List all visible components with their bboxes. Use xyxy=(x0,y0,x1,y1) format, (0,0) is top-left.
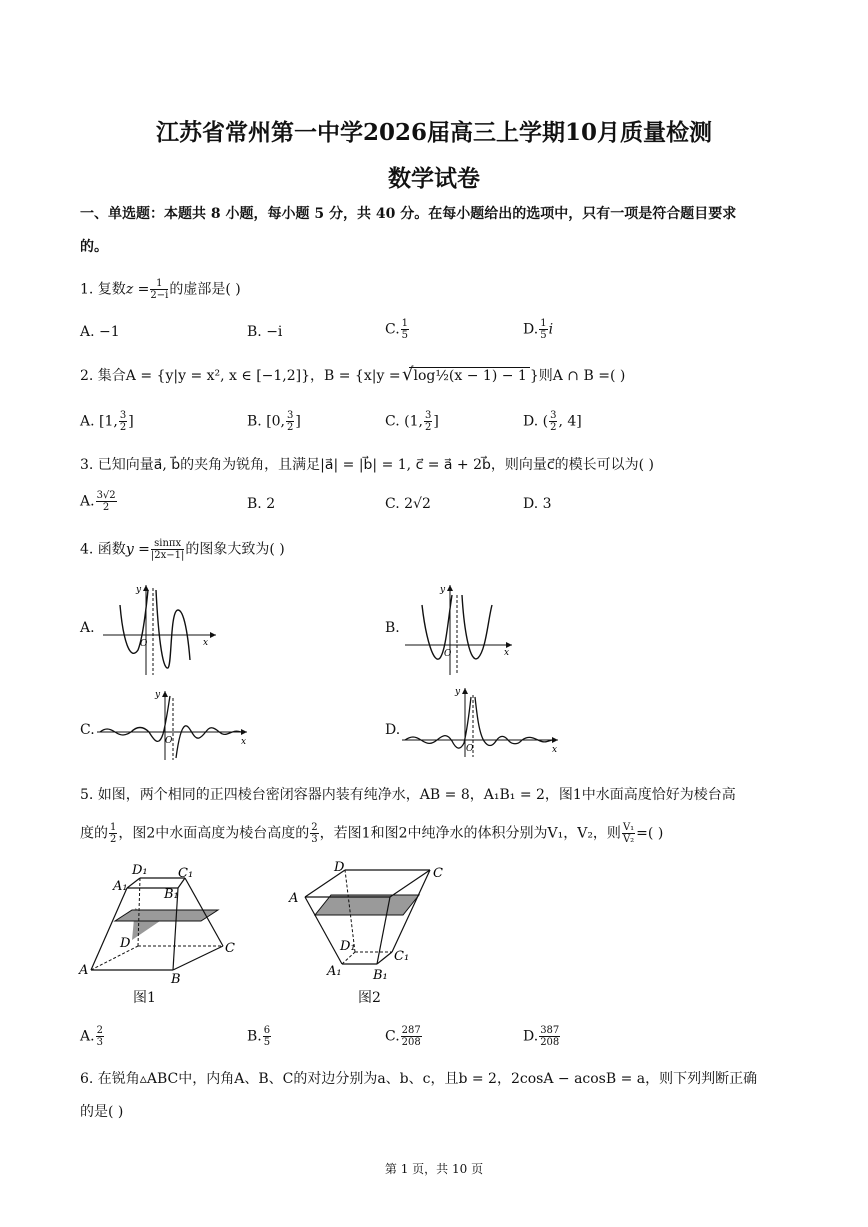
q3-option-a: A. $\frac{3√2}{2}$ xyxy=(80,490,116,513)
q4-option-b: B. xyxy=(385,620,400,636)
q5-option-d: D. $\frac{387}{208}$ xyxy=(523,1025,560,1048)
question-6-stem: 6. 在锐角▵ABC中，内角A、B、C的对边分别为a、b、c，且b = 2，2cosA − acosB = a，则下列判断正确 xyxy=(80,1071,758,1087)
q3-option-d: D. 3 xyxy=(523,496,552,512)
q5-option-b: B. $\frac{6}{5}$ xyxy=(247,1025,271,1048)
svg-text:y: y xyxy=(455,687,461,697)
question-1-stem: 1. 复数z = $\frac{1}{2-i}$ 的虚部是( ) xyxy=(80,278,241,301)
section-heading-cont: 的。 xyxy=(80,239,108,255)
question-3-stem: 3. 已知向量a⃗, b⃗的夹角为锐角，且满足|a⃗| = |b⃗| = 1, c⃗ = a⃗ + 2b⃗，则向量c⃗的模长可以为( ) xyxy=(80,457,654,473)
question-2-stem: 2. 集合A = {y|y = x², x ∈ [−1,2]}，B = {x|y = √log½(x − 1) − 1 }则A ∩ B =( ) xyxy=(80,364,626,385)
svg-text:A₁: A₁ xyxy=(327,964,342,979)
q2-option-d: D. ( $\frac{3}{2}$ , 4] xyxy=(523,410,582,433)
q3-option-b: B. 2 xyxy=(247,496,276,512)
q4-graph-a xyxy=(98,580,223,680)
q4-graph-d xyxy=(400,685,565,760)
exam-subtitle: 数学试卷 xyxy=(388,165,480,192)
svg-text:B: B xyxy=(171,972,181,987)
exam-title: 江苏省常州第一中学2026届高三上学期10月质量检测 xyxy=(155,119,713,146)
fraction: $\frac{1}{2-i}$ xyxy=(150,278,169,301)
q1-option-d: D. $\frac{1}{5}$ i xyxy=(523,318,554,341)
svg-text:y: y xyxy=(136,585,142,595)
q5-option-a: A. $\frac{2}{3}$ xyxy=(80,1025,103,1048)
svg-text:A₁: A₁ xyxy=(113,879,128,894)
svg-text:x: x xyxy=(203,638,209,648)
svg-text:x: x xyxy=(552,745,558,755)
svg-text:O: O xyxy=(466,744,474,754)
svg-text:O: O xyxy=(165,736,173,746)
svg-text:C₁: C₁ xyxy=(178,866,194,881)
question-5-stem: 5. 如图，两个相同的正四棱台密闭容器内装有纯净水，AB = 8，A₁B₁ = 2，图1中水面高度恰好为棱台高 xyxy=(80,787,736,803)
q1-option-a: A. −1 xyxy=(80,324,120,340)
q1-option-b: B. −i xyxy=(247,324,283,340)
svg-text:D₁: D₁ xyxy=(132,863,148,878)
svg-text:x: x xyxy=(504,648,510,658)
q2-option-c: C. (1, $\frac{3}{2}$ ] xyxy=(385,410,439,433)
q1-option-c: C. $\frac{1}{5}$ xyxy=(385,318,409,341)
figure-1-caption: 图1 xyxy=(133,990,156,1006)
q4-option-d: D. xyxy=(385,722,401,738)
q3-option-c: C. 2√2 xyxy=(385,496,431,512)
q2-option-a: A. [1, $\frac{3}{2}$ ] xyxy=(80,410,134,433)
section-heading: 一、单选题：本题共 8 小题，每小题 5 分，共 40 分。在每小题给出的选项中，只有一项是符合题目要求 xyxy=(80,206,737,222)
q4-option-a: A. xyxy=(80,620,95,636)
svg-text:D: D xyxy=(120,936,131,951)
svg-text:C: C xyxy=(225,941,235,956)
q5-option-c: C. $\frac{287}{208}$ xyxy=(385,1025,421,1048)
q4-option-c: C. xyxy=(80,722,95,738)
frustum-figure-1 xyxy=(75,858,245,1010)
figure-2-caption: 图2 xyxy=(358,990,381,1006)
svg-text:C: C xyxy=(433,866,443,881)
svg-text:y: y xyxy=(440,585,446,595)
svg-text:B₁: B₁ xyxy=(164,887,179,902)
svg-text:D: D xyxy=(334,860,345,875)
svg-text:A: A xyxy=(289,891,299,906)
svg-text:A: A xyxy=(79,963,89,978)
question-6-stem-cont: 的是( ) xyxy=(80,1104,124,1120)
svg-text:O: O xyxy=(140,639,148,649)
svg-text:x: x xyxy=(241,737,247,747)
svg-text:y: y xyxy=(155,690,161,700)
q4-graph-c xyxy=(95,688,255,763)
svg-text:O: O xyxy=(444,649,452,659)
frustum-figure-2 xyxy=(285,855,450,983)
svg-text:D₁: D₁ xyxy=(340,939,356,954)
svg-text:C₁: C₁ xyxy=(394,949,410,964)
q4-graph-b xyxy=(400,580,520,680)
question-4-stem: 4. 函数y = $\frac{\sin\pi x}{|2x-1|}$ 的图象大致为( ) xyxy=(80,538,285,561)
page-footer: 第 1 页，共 10 页 xyxy=(384,1162,484,1176)
q2-option-b: B. [0, $\frac{3}{2}$ ] xyxy=(247,410,301,433)
question-5-stem-cont: 度的 $\frac{1}{2}$ ，图2中水面高度为棱台高度的 $\frac{2}{3}$ ，若图1和图2中纯净水的体积分别为V₁，V₂，则 $\frac{\text{V₁}}{\text{V₂}}$ =( ) xyxy=(80,822,664,845)
svg-text:B₁: B₁ xyxy=(373,968,388,983)
